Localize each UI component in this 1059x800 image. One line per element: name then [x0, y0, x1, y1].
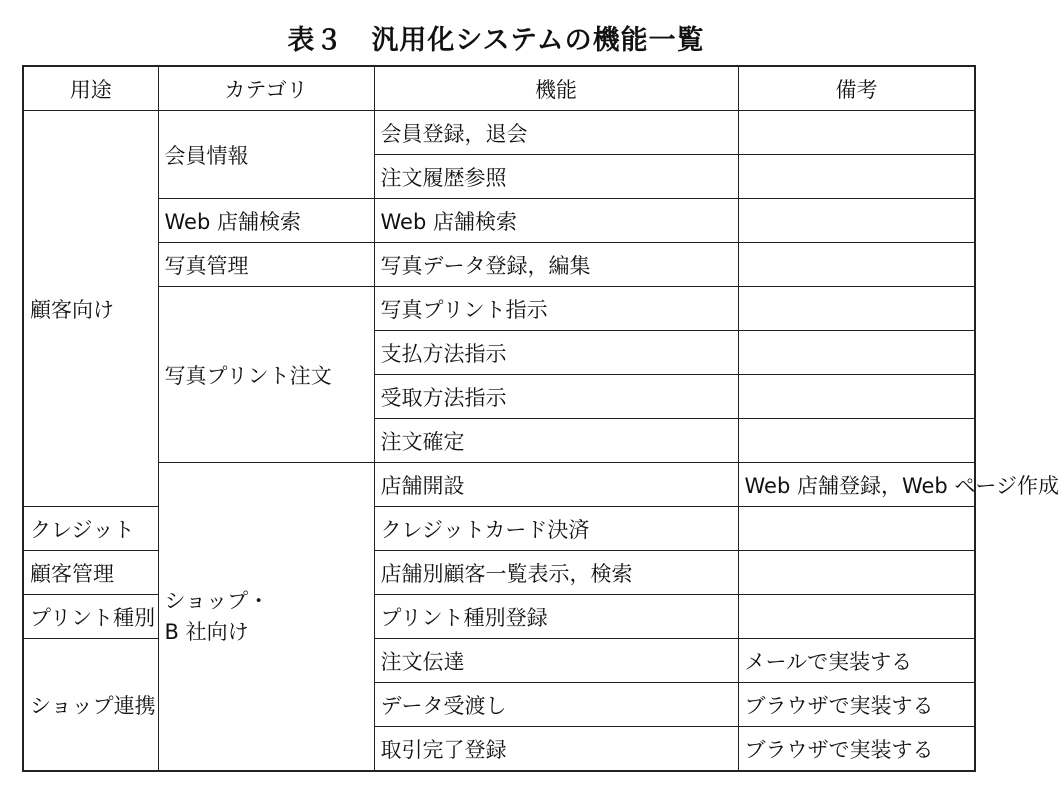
note-cell: [738, 331, 975, 375]
function-cell: 注文確定: [374, 419, 738, 463]
function-cell: プリント種別登録: [374, 595, 738, 639]
category-cell: Web 店舗検索: [158, 199, 374, 243]
category-cell: 顧客管理: [23, 551, 158, 595]
function-cell: 受取方法指示: [374, 375, 738, 419]
usage-cell: [158, 463, 374, 772]
header-category: カテゴリ: [158, 66, 374, 111]
note-cell: [738, 551, 975, 595]
function-cell: 支払方法指示: [374, 331, 738, 375]
function-cell: 写真プリント指示: [374, 287, 738, 331]
table-row: [23, 287, 975, 331]
header-note: 備考: [738, 66, 975, 111]
table-row: [23, 463, 975, 507]
usage-label: ショップ・B 社向け: [164, 589, 270, 644]
function-table: [22, 65, 1059, 772]
function-cell: 会員登録，退会: [374, 111, 738, 155]
note-cell: [738, 111, 975, 155]
usage-cell: 顧客向け: [23, 111, 158, 507]
function-cell: 注文履歴参照: [374, 155, 738, 199]
note-cell: [738, 155, 975, 199]
header-usage: 用途: [23, 66, 158, 111]
function-cell: 注文伝達: [374, 639, 738, 683]
function-cell: Web 店舗検索: [374, 199, 738, 243]
note-cell: [738, 199, 975, 243]
table-number: 表３: [287, 25, 344, 56]
note-cell: [738, 507, 975, 551]
note-cell: ブラウザで実装する: [738, 683, 975, 727]
header-function: 機能: [374, 66, 738, 111]
category-cell: 店舗開設: [374, 463, 738, 507]
category-cell: ショップ連携: [23, 639, 158, 772]
note-cell: [738, 287, 975, 331]
table-row: [23, 199, 975, 243]
header-row: [23, 66, 975, 111]
table-row: [23, 111, 975, 155]
table-row: [23, 243, 975, 287]
function-cell: 取引完了登録: [374, 727, 738, 772]
category-cell: プリント種別: [23, 595, 158, 639]
function-cell: Web 店舗登録，Web ページ作成: [738, 463, 975, 507]
category-cell: 写真管理: [158, 243, 374, 287]
function-cell: クレジットカード決済: [374, 507, 738, 551]
note-cell: ブラウザで実装する: [738, 727, 975, 772]
note-cell: メールで実装する: [738, 639, 975, 683]
note-cell: [738, 419, 975, 463]
function-cell: データ受渡し: [374, 683, 738, 727]
note-cell: [738, 375, 975, 419]
note-cell: [738, 243, 975, 287]
table-title: 汎用化システムの機能一覧: [371, 25, 705, 56]
category-cell: 会員情報: [158, 111, 374, 199]
note-cell: [738, 595, 975, 639]
function-cell: 写真データ登録，編集: [374, 243, 738, 287]
function-cell: 店舗別顧客一覧表示，検索: [374, 551, 738, 595]
category-cell: 写真プリント注文: [158, 287, 374, 463]
table-caption: [0, 18, 992, 57]
category-cell: クレジット: [23, 507, 158, 551]
